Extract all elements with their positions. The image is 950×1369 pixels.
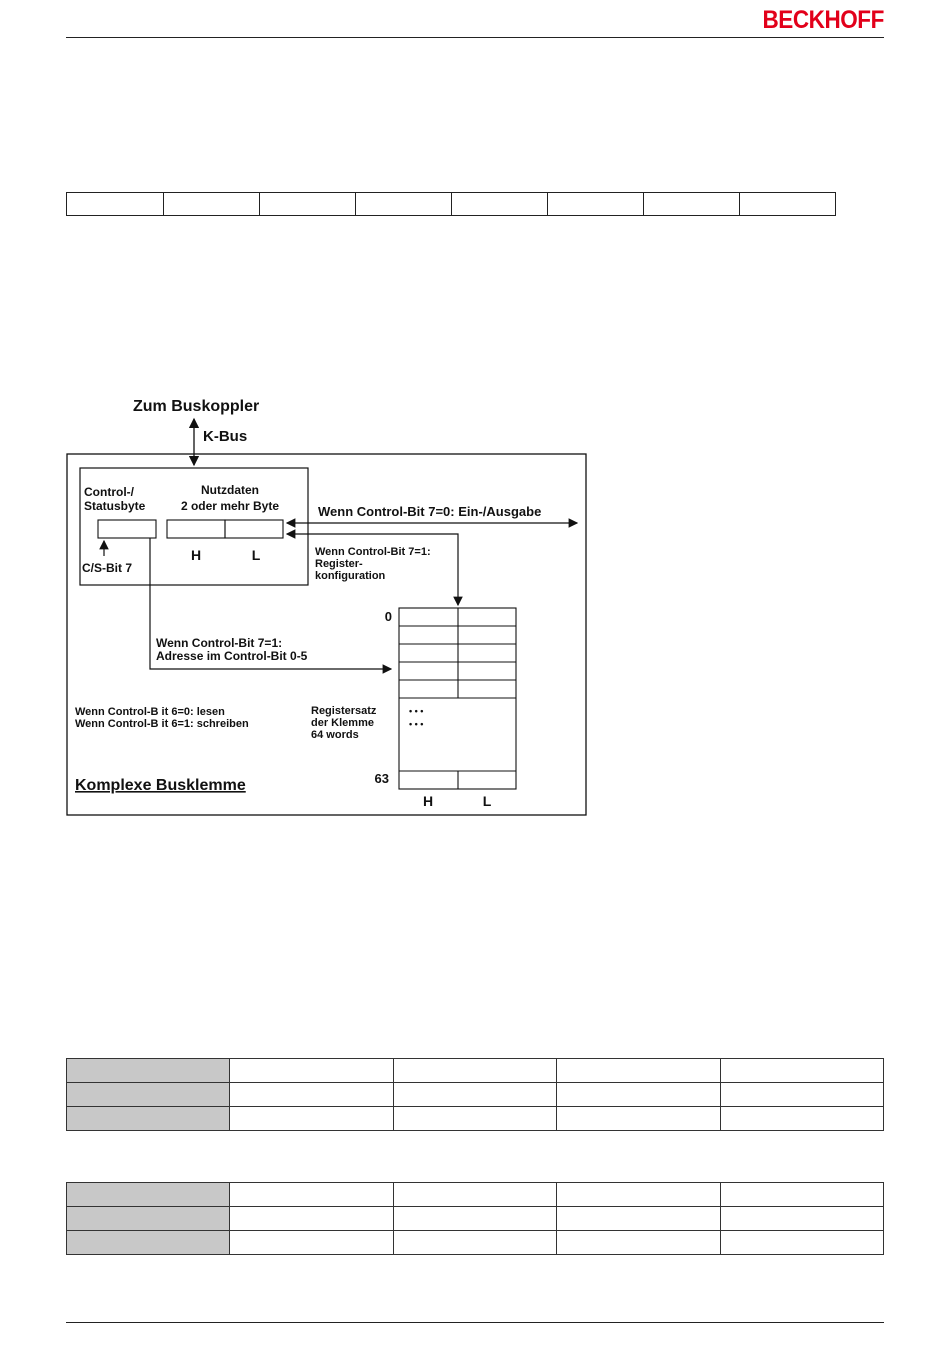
data-high-cell: [167, 520, 225, 538]
table-row: [67, 1059, 884, 1083]
register-h-label: H: [422, 793, 434, 809]
data-h-label: H: [190, 547, 202, 563]
register-index-last: 63: [374, 771, 389, 786]
register-table-2: [66, 1182, 884, 1255]
reg-config-label-3: konfiguration: [315, 570, 386, 582]
register-set-label-3: 64 words: [311, 729, 359, 741]
byte-cell: [547, 193, 643, 215]
register-dots-2: • • •: [409, 719, 424, 729]
register-table-1: [66, 1058, 884, 1131]
register-index-first: 0: [384, 609, 392, 624]
byte-cell: [67, 193, 163, 215]
byte-cell: [739, 193, 835, 215]
register-set: [399, 608, 516, 789]
table-row: [67, 1207, 884, 1231]
register-dots: • • •: [409, 706, 424, 716]
table-row: [67, 1083, 884, 1107]
diagram-title: Komplexe Busklemme: [75, 777, 246, 794]
reg-config-label: Wenn Control-Bit 7=1:: [315, 546, 431, 558]
cs-bit-label: C/S-Bit 7: [82, 561, 133, 575]
register-access-diagram: [0, 390, 600, 820]
byte-cell: [163, 193, 259, 215]
kbus-label: K-Bus: [203, 428, 248, 445]
footer-rule: [66, 1322, 884, 1323]
address-label-2: Adresse im Control-Bit 0-5: [156, 649, 308, 663]
control-byte-cell: [98, 520, 156, 538]
read-write-label-2: Wenn Control-B it 6=1: schreiben: [75, 718, 249, 730]
register-set-label-2: der Klemme: [311, 717, 374, 729]
table-row: [67, 1231, 884, 1255]
data-low-cell: [225, 520, 283, 538]
table-row: [67, 1183, 884, 1207]
register-l-label: L: [482, 793, 492, 809]
data-l-label: L: [251, 547, 261, 563]
nutzdaten-size-label: 2 oder mehr Byte: [180, 499, 280, 513]
byte-cell: [643, 193, 739, 215]
beckhoff-logo: BECKHOFF: [762, 6, 884, 34]
control-status-label: Control-/: [84, 485, 134, 499]
io-arrow-label: Wenn Control-Bit 7=0: Ein-/Ausgabe: [318, 504, 542, 519]
table-row: [67, 1107, 884, 1131]
byte-cell: [451, 193, 547, 215]
byte-cell: [259, 193, 355, 215]
byte-row-table: [66, 192, 836, 216]
control-status-label-2: Statusbyte: [84, 499, 146, 513]
address-label: Wenn Control-Bit 7=1:: [156, 636, 283, 650]
register-set-label: Registersatz: [311, 705, 377, 717]
header-rule: [66, 37, 884, 38]
nutzdaten-label: Nutzdaten: [201, 483, 259, 497]
read-write-label: Wenn Control-B it 6=0: lesen: [75, 706, 225, 718]
top-label: Zum Buskoppler: [133, 398, 260, 415]
reg-config-label-2: Register-: [315, 558, 363, 570]
byte-cell: [355, 193, 451, 215]
